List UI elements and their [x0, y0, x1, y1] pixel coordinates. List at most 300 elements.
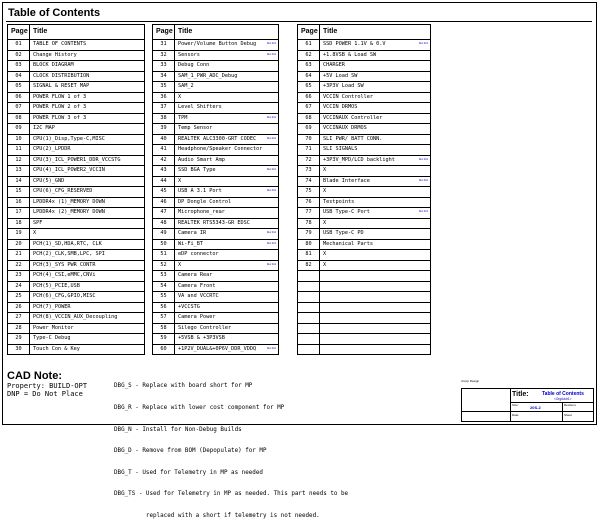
page-title-cell	[320, 155, 431, 166]
rev-tag: Rev 0A1	[418, 157, 428, 161]
table-row	[298, 134, 431, 145]
page-title-cell	[320, 176, 431, 187]
page-title-cell	[30, 50, 145, 61]
page-title-text: Type-C Debug	[33, 335, 71, 341]
page-number: 20	[8, 239, 30, 250]
page-number: 61	[298, 40, 320, 51]
table-row	[153, 145, 279, 156]
rev-tag: Rev 0A1	[266, 262, 276, 266]
page-title-text: X	[178, 261, 182, 268]
page-title-cell	[175, 197, 279, 208]
page-title-text: X	[178, 93, 182, 100]
page-title-cell	[30, 334, 145, 345]
page-title-cell	[30, 176, 145, 187]
page-number: 78	[298, 218, 320, 229]
table-row	[153, 113, 279, 124]
page-number: 79	[298, 229, 320, 240]
page-title-text: Camera IR	[178, 230, 207, 236]
dbg-notes	[114, 369, 348, 527]
rev-tag: Rev 0A1	[266, 241, 276, 245]
page-title-text: PCH(2)_CLK,SMB,LPC, SPI	[33, 251, 105, 257]
page-number: 02	[8, 50, 30, 61]
page-number: 52	[153, 260, 175, 271]
page-title-cell	[320, 197, 431, 208]
title-block-model: <OrgAddr1>	[554, 397, 572, 401]
page-title-cell	[30, 302, 145, 313]
page-title-text: +1P2V_DUAL&+0P6V_DDR_VDDQ	[178, 345, 257, 352]
page-title-cell	[30, 281, 145, 292]
page-title-text: X	[323, 188, 327, 194]
page-title-cell	[320, 166, 431, 177]
page-title-cell	[320, 113, 431, 124]
page-title-text: Silego Controller	[178, 324, 232, 331]
table-row	[298, 334, 431, 345]
table-row	[298, 292, 431, 303]
cad-note-line: DNP = Do Not Place	[7, 390, 83, 398]
table-row	[8, 292, 145, 303]
page-number: 43	[153, 166, 175, 177]
page-title-text: +5VSB & +3P3VSB	[178, 335, 225, 341]
page-title-text: CPU(3)_ICL_POWER1_DDR_VCCSTG	[33, 156, 121, 163]
table-row	[153, 302, 279, 313]
page-title-text: CPU(2)_LPDDR	[33, 146, 71, 152]
dbg-note-line: replaced with a short if telemetry is not needed.	[114, 513, 320, 520]
page-title-cell	[30, 344, 145, 355]
page-number: 44	[153, 176, 175, 187]
page-title-cell	[175, 271, 279, 282]
table-row	[8, 50, 145, 61]
page-title-text: Change History	[33, 51, 77, 58]
table-row	[8, 208, 145, 219]
dbg-note-line: DBG_N - Install for Non-Debug Builds	[114, 426, 242, 433]
page-title-cell	[175, 124, 279, 135]
table-header-row	[298, 25, 431, 40]
page-title-cell	[175, 334, 279, 345]
page-number: 50	[153, 239, 175, 250]
page-title-text: SAM_2	[178, 83, 194, 89]
table-row	[8, 229, 145, 240]
page-title-text: Power Monitor	[33, 324, 74, 331]
table-row	[298, 218, 431, 229]
page-number: 26	[8, 302, 30, 313]
table-row	[8, 113, 145, 124]
dbg-note-line: DBG_R - Replace with lower cost component for MP	[114, 405, 285, 412]
page-title-text: PCH(4)_CSI,eMMC,CNVi	[33, 272, 96, 278]
page-title-cell	[30, 145, 145, 156]
page-title-cell	[175, 50, 279, 61]
page-title-text: POWER FLOW 3 of 3	[33, 114, 87, 121]
page-number: 75	[298, 187, 320, 198]
page-title-cell	[30, 134, 145, 145]
page-number: 63	[298, 61, 320, 72]
page-title-cell	[175, 302, 279, 313]
page-title-cell	[30, 124, 145, 135]
title-block-divider	[510, 389, 511, 422]
page-title-cell	[175, 313, 279, 324]
table-row	[298, 323, 431, 334]
title-block-company: xCorp Design	[461, 379, 480, 383]
header-title: Title	[30, 25, 145, 40]
title-rule	[6, 21, 592, 22]
title-block-divider	[510, 402, 594, 403]
page-title-text: Camera Power	[178, 314, 216, 320]
page-number: 72	[298, 155, 320, 166]
rev-tag: Rev 0A1	[418, 178, 428, 182]
table-row	[153, 334, 279, 345]
table-row	[298, 166, 431, 177]
table-row	[8, 82, 145, 93]
page-number: 13	[8, 166, 30, 177]
rev-tag: Rev 0A1	[418, 210, 428, 213]
table-row	[8, 71, 145, 82]
table-row	[8, 166, 145, 177]
table-row	[153, 187, 279, 198]
table-row	[298, 344, 431, 355]
header-title: Title	[175, 25, 279, 40]
page-number: 48	[153, 218, 175, 229]
page-title-cell	[30, 197, 145, 208]
dbg-note-line: DBG_T - Used for Telemetry in MP as needed	[114, 469, 263, 476]
table-row	[153, 103, 279, 114]
header-page: Page	[153, 25, 175, 40]
table-row	[298, 40, 431, 51]
page-title-text: Temp Sensor	[178, 125, 213, 131]
table-row	[8, 239, 145, 250]
page-number: 07	[8, 103, 30, 114]
page-number: 64	[298, 71, 320, 82]
page-title-cell	[320, 208, 431, 219]
table-row	[153, 134, 279, 145]
page-number: 69	[298, 124, 320, 135]
page-title-cell	[320, 260, 431, 271]
table-header-row	[153, 25, 279, 40]
table-row	[8, 40, 145, 51]
page-title-cell	[30, 260, 145, 271]
table-row	[153, 313, 279, 324]
page-number: 01	[8, 40, 30, 51]
page-number	[298, 302, 320, 313]
table-row	[8, 92, 145, 103]
page-title-text: CPU(1)_Disp,Type-C,MISC	[33, 135, 105, 142]
page-number: 11	[8, 145, 30, 156]
page-number: 71	[298, 145, 320, 156]
table-row	[8, 323, 145, 334]
page-number: 04	[8, 71, 30, 82]
page-number: 68	[298, 113, 320, 124]
page-title-text: Touch Con & Key	[33, 345, 80, 352]
page-title-text: CPU(4)_ICL_POWER2_VCCIN	[33, 167, 105, 173]
page-title-cell	[175, 176, 279, 187]
page-number: 60	[153, 344, 175, 355]
page-title-cell	[320, 239, 431, 250]
page-title-text: PCH(5)_PCIE,USB	[33, 282, 80, 289]
rev-tag: Rev 0A1	[266, 42, 276, 45]
page-number: 66	[298, 92, 320, 103]
page-title-text: Blade Interface	[323, 177, 370, 184]
page-number: 24	[8, 281, 30, 292]
page-number: 23	[8, 271, 30, 282]
table-header-row	[8, 25, 145, 40]
page-title-text: CLOCK DISTRIBUTION	[33, 72, 90, 79]
page-title-text: VCCINAUX DRMOS	[323, 125, 367, 131]
page-title: Table of Contents	[8, 7, 101, 19]
page-number: 29	[8, 334, 30, 345]
page-title-cell	[320, 187, 431, 198]
page-number: 30	[8, 344, 30, 355]
page-title-cell	[30, 271, 145, 282]
table-row	[153, 239, 279, 250]
table-row	[153, 92, 279, 103]
title-block-divider	[562, 402, 563, 422]
page-title-cell	[175, 61, 279, 72]
page-title-cell	[320, 124, 431, 135]
page-title-text: +VCCSTG	[178, 303, 200, 310]
page-title-cell	[175, 92, 279, 103]
page-title-cell	[175, 166, 279, 177]
page-title-cell	[320, 92, 431, 103]
page-number	[298, 313, 320, 324]
table-row	[8, 344, 145, 355]
page-title-text: X	[323, 251, 327, 257]
page-title-text: X	[323, 219, 327, 226]
table-row	[8, 124, 145, 135]
page-title-cell	[30, 323, 145, 334]
rev-tag: Rev 0A1	[266, 189, 276, 192]
table-row	[8, 281, 145, 292]
page-number: 25	[8, 292, 30, 303]
page-number: 16	[8, 197, 30, 208]
page-number: 36	[153, 92, 175, 103]
page-title-text: Sensors	[178, 51, 200, 58]
page-title-cell	[320, 61, 431, 72]
page-number: 42	[153, 155, 175, 166]
page-title-text: USB Type-C PD	[323, 230, 364, 236]
page-title-text: Debug Conn	[178, 62, 210, 68]
table-row	[8, 218, 145, 229]
page-title-cell	[320, 292, 431, 303]
page-number: 80	[298, 239, 320, 250]
table-row	[153, 260, 279, 271]
page-number: 76	[298, 197, 320, 208]
page-title-text: X	[33, 230, 37, 236]
page-title-text: +3P3V Load SW	[323, 83, 364, 89]
page-number: 05	[8, 82, 30, 93]
page-number: 51	[153, 250, 175, 261]
page-title-cell	[320, 50, 431, 61]
table-row	[153, 71, 279, 82]
page-title-text: VCCINAUX Controller	[323, 114, 383, 121]
page-title-cell	[320, 40, 431, 51]
table-row	[298, 50, 431, 61]
page-title-cell	[320, 281, 431, 292]
title-block-size-label: Size:	[512, 403, 519, 407]
page-title-text: Camera Rear	[178, 272, 213, 278]
page-title-text: CHARGER	[323, 62, 345, 68]
rev-tag: Rev 0A1	[418, 42, 428, 45]
table-row	[298, 92, 431, 103]
table-row	[298, 208, 431, 219]
title-block-rev-label: Revision:	[564, 403, 577, 407]
page-title-cell	[320, 82, 431, 93]
page-title-cell	[175, 103, 279, 114]
table-row	[8, 271, 145, 282]
page-number: 55	[153, 292, 175, 303]
page-title-cell	[30, 292, 145, 303]
page-title-cell	[320, 134, 431, 145]
page-number: 19	[8, 229, 30, 240]
page-title-cell	[175, 281, 279, 292]
page-title-text: X	[323, 261, 327, 268]
page-title-text: Testpoints	[323, 198, 355, 205]
page-title-text: Camera Front	[178, 282, 216, 289]
title-block-title-label: Title:	[512, 391, 529, 398]
page-title-cell	[175, 113, 279, 124]
title-block-title-value: Table of Contents	[542, 391, 584, 397]
table-row	[153, 124, 279, 135]
table-row	[8, 155, 145, 166]
page-title-text: Level Shifters	[178, 104, 222, 110]
page-title-text: VCCIN Controller	[323, 93, 373, 100]
page-title-text: +5V Load SW	[323, 72, 358, 79]
page-title-cell	[175, 260, 279, 271]
page-number: 32	[153, 50, 175, 61]
page-title-cell	[320, 323, 431, 334]
rev-tag: Rev 0A1	[266, 346, 276, 350]
page-number: 39	[153, 124, 175, 135]
toc-table-1	[7, 24, 145, 355]
page-title-text: REALTEK RTS5343-GR EDSC	[178, 219, 250, 226]
page-title-text: PCH(1)_SD,HDA,RTC, CLK	[33, 240, 102, 247]
page-title-cell	[320, 229, 431, 240]
page-title-text: CPU(6)_CFG_RESERVED	[33, 188, 93, 194]
page-title-cell	[320, 302, 431, 313]
page-title-cell	[30, 166, 145, 177]
page-title-text: USB A 3.1 Port	[178, 188, 222, 194]
page-title-cell	[320, 71, 431, 82]
page-title-cell	[30, 103, 145, 114]
table-row	[8, 134, 145, 145]
dbg-note-line: DBG_TS - Used for Telemetry in MP as needed. This part needs to be	[114, 491, 349, 498]
page-title-cell	[175, 292, 279, 303]
page-title-cell	[175, 71, 279, 82]
page-title-cell	[175, 208, 279, 219]
table-row	[153, 281, 279, 292]
page-title-cell	[320, 103, 431, 114]
rev-tag: Rev 0A1	[266, 231, 276, 234]
cad-note	[7, 370, 87, 398]
title-block-doc-value: 20S-2	[530, 405, 541, 410]
table-row	[153, 292, 279, 303]
page-title-text: POWER FLOW 1 of 3	[33, 93, 87, 100]
page-title-text: Power/Volume Button Debug	[178, 41, 257, 47]
title-block-sheet-label: Sheet	[564, 413, 572, 417]
page-title-text: SSD POWER 1.1V & 0.V	[323, 41, 386, 47]
table-row	[153, 197, 279, 208]
page-title-cell	[30, 113, 145, 124]
table-row	[298, 145, 431, 156]
page-title-cell	[175, 40, 279, 51]
page-title-text: DP Dongle Control	[178, 198, 232, 205]
page-number: 53	[153, 271, 175, 282]
page-title-text: +3P3V_MPD/LCD backlight	[323, 156, 395, 163]
page-number	[298, 323, 320, 334]
page-number: 35	[153, 82, 175, 93]
page-number: 56	[153, 302, 175, 313]
table-row	[8, 313, 145, 324]
page-number: 47	[153, 208, 175, 219]
page-title-cell	[320, 271, 431, 282]
page-number: 38	[153, 113, 175, 124]
page-number: 54	[153, 281, 175, 292]
table-row	[298, 71, 431, 82]
table-row	[8, 145, 145, 156]
page-title-text: PCH(8)_VCCIN_AUX_Decoupling	[33, 314, 118, 320]
page-title-text: USB Type-C Port	[323, 209, 370, 215]
page-title-cell	[30, 208, 145, 219]
page-number: 45	[153, 187, 175, 198]
table-row	[298, 260, 431, 271]
table-row	[153, 82, 279, 93]
page-number	[298, 334, 320, 345]
page-title-cell	[175, 134, 279, 145]
page-title-text: BLOCK DIAGRAM	[33, 62, 74, 68]
page-title-text: POWER FLOW 2 of 3	[33, 104, 87, 110]
table-row	[8, 176, 145, 187]
page-number	[298, 281, 320, 292]
page-title-text: SLI PWR/ BATT CONN.	[323, 135, 383, 142]
page-title-text: LPDDR4x (1)_MEMORY DOWN	[33, 198, 105, 205]
table-row	[8, 103, 145, 114]
table-row	[298, 61, 431, 72]
page-title-cell	[30, 40, 145, 51]
page-number: 28	[8, 323, 30, 334]
table-row	[298, 271, 431, 282]
table-row	[153, 271, 279, 282]
page-title-cell	[30, 71, 145, 82]
cad-note-title: CAD Note:	[7, 370, 62, 382]
page-number: 77	[298, 208, 320, 219]
table-row	[298, 313, 431, 324]
page-title-cell	[30, 187, 145, 198]
page-number: 70	[298, 134, 320, 145]
page-number: 09	[8, 124, 30, 135]
page-title-cell	[175, 229, 279, 240]
page-number: 03	[8, 61, 30, 72]
page-title-cell	[320, 218, 431, 229]
table-row	[153, 155, 279, 166]
table-row	[8, 334, 145, 345]
page-number	[298, 271, 320, 282]
toc-table-3	[297, 24, 431, 355]
page-title-cell	[30, 313, 145, 324]
title-block-date-label: Date:	[512, 413, 520, 417]
page-number: 65	[298, 82, 320, 93]
page-title-text: Microphone_rear	[178, 209, 225, 215]
page-number	[298, 292, 320, 303]
page-title-text: +1.8VSB & Load SW	[323, 51, 377, 58]
cad-note-line: Property: BUILD-OPT	[7, 382, 88, 390]
page-number: 22	[8, 260, 30, 271]
table-row	[153, 166, 279, 177]
page-number: 40	[153, 134, 175, 145]
title-block-divider	[462, 411, 593, 412]
rev-tag: Rev 0A1	[266, 136, 276, 140]
table-row	[153, 218, 279, 229]
page-title-text: REALTEK ALC3300-GRT CODEC	[178, 135, 257, 142]
page-title-cell	[30, 229, 145, 240]
table-row	[298, 103, 431, 114]
page-number: 27	[8, 313, 30, 324]
